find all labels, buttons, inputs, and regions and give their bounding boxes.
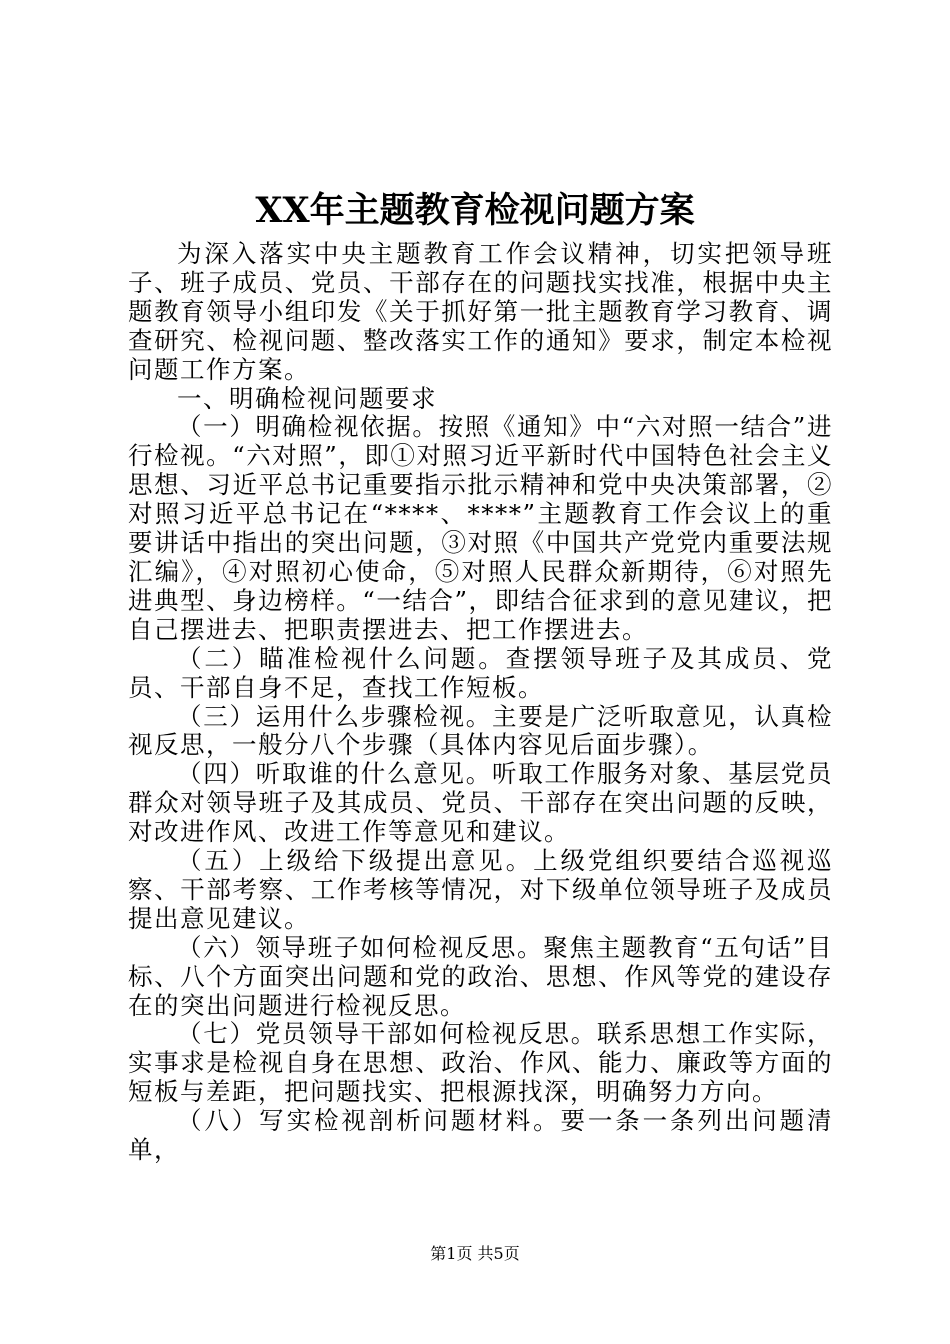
paragraph-intro: 为深入落实中央主题教育工作会议精神，切实把领导班子、班子成员、党员、干部存在的问题找实找准，根据中央主题教育领导小组印发《关于抓好第一批主题教育学习教育、调查研究、检视问题、整改落实工作的通知》要求，制定本检视问题工作方案。 (128, 239, 833, 384)
section-heading-1: 一、明确检视问题要求 (177, 383, 437, 413)
paragraph-item-2: （二）瞄准检视什么问题。查摆领导班子及其成员、党员、干部自身不足，查找工作短板。 (128, 643, 833, 702)
document-title: XX年主题教育检视问题方案 (255, 190, 695, 231)
paragraph-item-4: （四）听取谁的什么意见。听取工作服务对象、基层党员群众对领导班子及其成员、党员、干部存在突出问题的反映，对改进作风、改进工作等意见和建议。 (128, 759, 833, 847)
paragraph-item-1: （一）明确检视依据。按照《通知》中“六对照一结合”进行检视。“六对照”，即①对照习近平新时代中国特色社会主义思想、习近平总书记重要指示批示精神和党中央决策部署，②对照习近平总书记在“****、****”主题教育工作会议上的重要讲话中指出的突出问题，③对照《中国共产党党内重要法规汇编》，④对照初心使命，⑤对照人民群众新期待，⑥对照先进典型、身边榜样。“一结合”，即结合征求到的意见建议，把自己摆进去、把职责摆进去、把工作摆进去。 (128, 412, 833, 644)
document-body (128, 240, 833, 1165)
paragraph-item-5: （五）上级给下级提出意见。上级党组织要结合巡视巡察、干部考察、工作考核等情况，对下级单位领导班子及成员提出意见建议。 (128, 846, 833, 933)
paragraph-item-6: （六）领导班子如何检视反思。聚焦主题教育“五句话”目标、八个方面突出问题和党的政治、思想、作风等党的建设存在的突出问题进行检视反思。 (128, 932, 833, 1020)
paragraph-item-3: （三）运用什么步骤检视。主要是广泛听取意见，认真检视反思，一般分八个步骤（具体内容见后面步骤）。 (128, 701, 833, 760)
paragraph-item-8: （八）写实检视剖析问题材料。要一条一条列出问题清单， (128, 1106, 833, 1165)
paragraph-item-7: （七）党员领导干部如何检视反思。联系思想工作实际，实事求是检视自身在思想、政治、作风、能力、廉政等方面的短板与差距，把问题找实、把根源找深，明确努力方向。 (128, 1019, 833, 1107)
page-footer: 第1页 共5页 (430, 1244, 520, 1263)
